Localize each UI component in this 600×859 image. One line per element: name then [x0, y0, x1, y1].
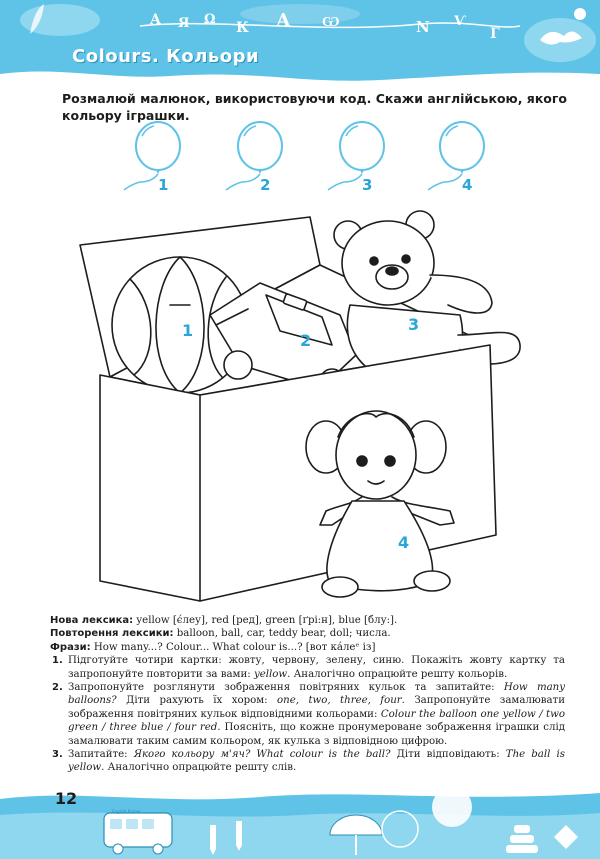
- new-vocab-text: yellow [є́леу], red [ред], green [ґрі:н], blue [блу:].: [136, 615, 398, 626]
- step-text: Діти відповідають:: [390, 749, 506, 761]
- step-number: 3.: [52, 749, 63, 761]
- step-number: 1.: [52, 655, 63, 667]
- step-italic: yellow: [253, 668, 288, 680]
- header-letter: К: [236, 20, 249, 36]
- header-letter: Α: [150, 12, 161, 28]
- car-number: 2: [300, 331, 312, 350]
- header-letter: Г: [490, 26, 500, 42]
- step-item: [50, 654, 565, 681]
- step-italic: How many balloons?: [68, 682, 566, 707]
- repeat-vocab-line: [50, 627, 565, 640]
- new-vocab-line: [50, 614, 565, 627]
- footer-decoration: [0, 785, 600, 859]
- header-letter: Ѵ: [454, 14, 466, 29]
- doll-number: 4: [398, 533, 410, 552]
- header-letter: Ѡ: [322, 14, 340, 30]
- balloon-number: 3: [362, 176, 373, 194]
- step-italic: Якого кольору м'яч? What colour is the ball?: [133, 749, 391, 761]
- step-text: Запитайте:: [68, 749, 134, 761]
- step-text: Запропонуйте розглянути зображення повітряних кульок та запитайте:: [68, 682, 504, 694]
- step-text: . Аналогічно опрацюйте решту слів.: [101, 762, 297, 774]
- instruction-text: Розмалюй малюнок, використовуючи код. Скажи англійською, якого кольору іграшки.: [62, 91, 568, 123]
- steps-list: [50, 654, 565, 775]
- phrases-line: [50, 641, 565, 654]
- book-label: English Primer: [112, 809, 141, 814]
- header-letter: Я: [178, 16, 190, 31]
- step-text: . Поясніть, що кожне пронумероване зображення іграшки слід замалювати таким самим кольором, як кулька з відповідною цифрою.: [68, 722, 565, 747]
- footer-band: [0, 785, 600, 859]
- new-vocab-label: Нова лексика:: [50, 615, 134, 626]
- step-text: . Аналогічно опрацюйте решту кольорів.: [287, 668, 508, 680]
- page-number: 12: [54, 789, 78, 808]
- step-italic: one, two, three, four: [277, 695, 402, 707]
- phrases-label: Фрази:: [50, 641, 91, 653]
- repeat-vocab-text: balloon, ball, car, teddy bear, doll; числа.: [176, 628, 391, 640]
- step-italic: Colour the balloon one yellow / two green / three blue / four red: [68, 708, 565, 734]
- balloon-number: 4: [462, 176, 473, 194]
- header-letter: А: [276, 10, 291, 31]
- teacher-notes: [50, 614, 565, 775]
- bear-number: 3: [408, 315, 420, 334]
- step-text: . Запропонуйте замалювати зображення повітряних кульок відповідними кольорами:: [68, 695, 565, 720]
- step-italic: The ball is yellow: [68, 749, 565, 774]
- header-letter: Ω: [204, 12, 216, 27]
- page-title: Colours. Кольори: [72, 46, 260, 67]
- toy-box-illustration: [70, 205, 530, 609]
- balloon-number: 1: [158, 176, 169, 194]
- header-letter: N: [416, 18, 430, 36]
- balloon-4: [422, 120, 502, 200]
- balloon-3: [322, 120, 402, 200]
- ball-number: 1: [182, 321, 194, 340]
- toy-box-drawing: [70, 205, 530, 605]
- balloon-number: 2: [260, 176, 271, 194]
- step-text: Підготуйте чотири картки: жовту, червону, зелену, синю. Покажіть жовту картку та запропонуйте повторити за вами:: [68, 655, 565, 680]
- balloon-2: [220, 120, 300, 200]
- repeat-vocab-label: Повторення лексики:: [50, 628, 174, 640]
- step-number: 2.: [52, 682, 63, 694]
- step-item: [50, 681, 565, 748]
- step-text: Діти рахують їх хором:: [116, 695, 278, 707]
- phrases-text: How many...? Colour... What colour is...? [вот ка́леᵉ із]: [93, 641, 376, 653]
- balloon-1: [118, 120, 198, 200]
- step-item: [50, 748, 565, 775]
